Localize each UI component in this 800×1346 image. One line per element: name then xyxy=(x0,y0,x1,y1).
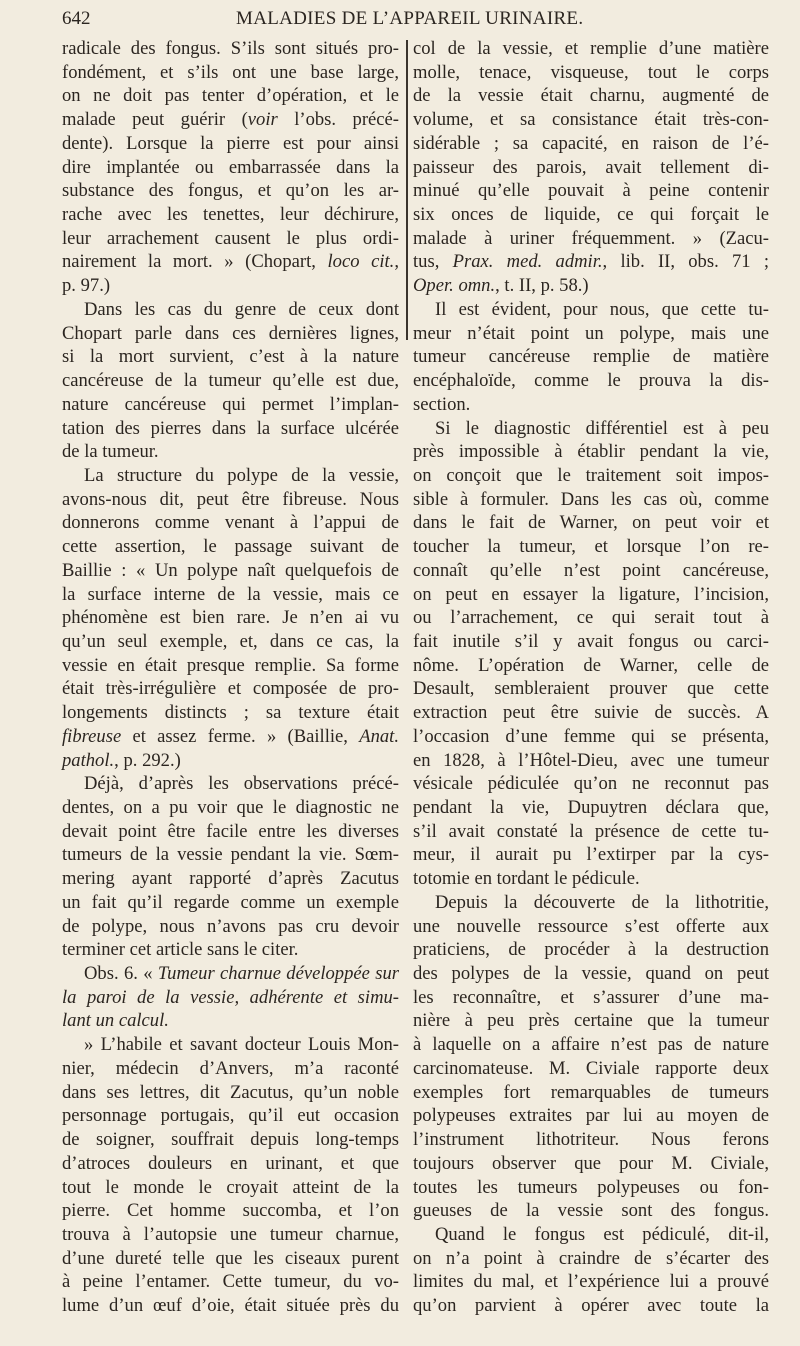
text-segment: tation des pierres dans la surface ulcérée xyxy=(62,417,399,439)
text-segment: nôme. L’opération de Warner, celle de xyxy=(413,654,769,676)
text-line xyxy=(62,1176,399,1200)
text-segment: de soigner, souffrait depuis long-temps xyxy=(62,1129,399,1151)
text-segment: l’instrument lithotriteur. Nous ferons xyxy=(413,1129,769,1151)
text-segment: tumeur cancéreuse remplie de matière xyxy=(413,346,769,368)
text-line xyxy=(62,227,399,251)
text-line xyxy=(413,1033,769,1057)
text-line xyxy=(62,1223,399,1247)
italic-text-segment: lant un calcul. xyxy=(62,1010,169,1032)
text-segment: encéphaloïde, comme le prouva la dis- xyxy=(413,370,769,392)
text-line xyxy=(62,369,399,393)
page-number: 642 xyxy=(62,8,91,29)
text-segment: s’il avait constaté la présence de cette tu- xyxy=(413,820,769,842)
text-segment: La structure du polype de la vessie, xyxy=(84,464,399,486)
text-line xyxy=(62,511,399,535)
text-segment: limites du mal, et l’expérience lui a prouvé xyxy=(413,1271,769,1293)
text-segment: d’une dureté telle que les ciseaux purent xyxy=(62,1247,399,1269)
text-segment: Baillie : « Un polype naît quelquefois de xyxy=(62,559,399,581)
text-line xyxy=(62,986,399,1010)
text-line xyxy=(62,677,399,701)
text-segment: Desault, sembleraient prouver que cette xyxy=(413,678,769,700)
text-line xyxy=(413,108,769,132)
text-segment: , xyxy=(394,251,399,273)
text-segment: dans ses lettres, dit Zacutus, qu’un noble xyxy=(62,1081,399,1103)
text-segment: dire implantée ou embarrassée dans la xyxy=(62,156,399,178)
text-line xyxy=(62,132,399,156)
text-line xyxy=(413,156,769,180)
text-line xyxy=(62,322,399,346)
text-line xyxy=(413,1081,769,1105)
text-line xyxy=(413,938,769,962)
text-line xyxy=(413,179,769,203)
text-segment: p. 97.) xyxy=(62,275,111,297)
italic-text-segment: Prax. med. admir. xyxy=(452,251,603,273)
text-segment: minué qu’elle pouvait à peine contenir xyxy=(413,180,769,202)
text-line xyxy=(413,962,769,986)
text-segment: nière à peu près certaine que la tumeur xyxy=(413,1010,769,1032)
italic-text-segment: pathol. xyxy=(62,749,115,771)
text-line xyxy=(413,1128,769,1152)
text-segment: connaît qu’elle n’est point cancéreuse, xyxy=(413,559,769,581)
text-segment: nature cancéreuse qui permet l’implan- xyxy=(62,393,399,415)
text-line xyxy=(413,725,769,749)
text-segment: on peut en essayer la ligature, l’incision, xyxy=(413,583,769,605)
text-segment: rache avec les tenettes, leur déchirure, xyxy=(62,204,399,226)
text-line xyxy=(413,298,769,322)
text-segment: on ne doit pas tenter d’opération, et le xyxy=(62,85,399,107)
text-line xyxy=(413,61,769,85)
text-line xyxy=(413,84,769,108)
text-line xyxy=(413,1223,769,1247)
text-segment: paisseur des parois, avait tellement di- xyxy=(413,156,769,178)
text-line xyxy=(413,322,769,346)
text-segment: meur n’était point un polype, mais une xyxy=(413,322,769,344)
text-line xyxy=(62,108,399,132)
text-segment: malade à uriner fréquemment. » (Zacu- xyxy=(413,227,769,249)
text-segment: volume, et sa consistance était très-con- xyxy=(413,109,769,131)
text-line xyxy=(413,440,769,464)
text-segment: et assez ferme. » (Baillie, xyxy=(121,725,360,747)
text-line xyxy=(62,203,399,227)
text-line xyxy=(62,1294,399,1318)
text-segment: molle, tenace, visqueuse, tout le corps xyxy=(413,61,769,83)
text-line xyxy=(413,677,769,701)
text-segment: des polypes de la vessie, quand on peut xyxy=(413,963,769,985)
text-line xyxy=(62,891,399,915)
text-segment: , p. 292.) xyxy=(114,749,181,771)
text-line xyxy=(413,345,769,369)
text-segment: on n’a point à craindre de s’écarter des xyxy=(413,1247,769,1269)
text-segment: trouva à l’autopsie une tumeur charnue, xyxy=(62,1223,399,1245)
text-segment: pendant la vie, Dupuytren déclara que, xyxy=(413,797,769,818)
text-line xyxy=(413,37,769,61)
text-segment: donnerons comme venant à l’appui de xyxy=(62,512,399,534)
text-segment: lume d’un œuf d’oie, était située près du xyxy=(62,1295,399,1317)
text-line xyxy=(62,61,399,85)
text-segment: Quand le fongus est pédiculé, dit-il, xyxy=(435,1223,769,1245)
text-line xyxy=(413,1104,769,1128)
text-line xyxy=(62,1152,399,1176)
text-segment: » L’habile et savant docteur Louis Mon- xyxy=(84,1034,399,1056)
text-line xyxy=(413,1247,769,1271)
text-line xyxy=(62,1270,399,1294)
text-segment: tumeurs de la vessie pendant la vie. Sœm- xyxy=(62,844,399,866)
text-line xyxy=(413,132,769,156)
text-segment: on conçoit que le traitement soit impos- xyxy=(413,464,769,486)
text-segment: à peine l’entamer. Cette tumeur, du vo- xyxy=(62,1271,399,1293)
italic-text-segment: voir xyxy=(247,109,278,131)
text-line xyxy=(62,179,399,203)
text-segment: exemples fort remarquables de tumeurs xyxy=(413,1081,769,1103)
text-segment: vessie en était presque remplie. Sa forme xyxy=(62,654,399,676)
text-segment: dentes, on a pu voir que le diagnostic ne xyxy=(62,797,399,818)
text-segment: Obs. 6. « xyxy=(84,963,158,985)
text-segment: col de la vessie, et remplie d’une matière xyxy=(413,38,769,59)
left-column xyxy=(62,37,399,1318)
text-segment: l’occasion d’une femme qui se présenta, xyxy=(413,725,769,747)
text-segment: phénomène est bien rare. Je n’en ai vu xyxy=(62,607,399,629)
text-line xyxy=(413,654,769,678)
text-line xyxy=(62,298,399,322)
text-segment: , t. II, p. 58.) xyxy=(495,275,589,297)
text-segment: une nouvelle ressource s’est offerte aux xyxy=(413,915,769,937)
text-segment: qu’un seul exemple, et, dans ce cas, la xyxy=(62,630,399,652)
right-column xyxy=(413,37,769,1318)
text-segment: de polype, nous n’avons pas cru devoir xyxy=(62,915,399,937)
text-line xyxy=(62,535,399,559)
italic-text-segment: Oper. omn. xyxy=(413,275,496,297)
italic-text-segment: Tumeur charnue développée sur xyxy=(157,963,399,985)
text-line xyxy=(62,1199,399,1223)
text-line xyxy=(413,274,769,298)
text-line xyxy=(62,417,399,441)
text-segment: cancéreuse de la tumeur qu’elle est due, xyxy=(62,370,399,392)
text-segment: totomie en tordant le pédicule. xyxy=(413,868,640,890)
text-line xyxy=(62,962,399,986)
text-line xyxy=(62,559,399,583)
text-segment: praticiens, de procéder à la destruction xyxy=(413,939,769,961)
text-segment: section. xyxy=(413,393,471,415)
text-segment: tout le monde le croyait atteint de la xyxy=(62,1176,399,1198)
text-segment: de la vessie était charnu, augmenté de xyxy=(413,85,769,107)
text-line xyxy=(413,488,769,512)
text-segment: toutes les tumeurs polypeuses ou fon- xyxy=(413,1176,769,1198)
text-line xyxy=(62,772,399,796)
text-line xyxy=(413,203,769,227)
text-segment: vésicale pédiculée qu’on ne reconnut pas xyxy=(413,773,769,795)
text-segment: si la mort survient, c’est à la nature xyxy=(62,346,399,368)
text-line xyxy=(62,606,399,630)
text-segment: à laquelle on a affaire n’est pas de nature xyxy=(413,1034,769,1056)
text-segment: fait inutile s’il y avait fongus ou carci- xyxy=(413,630,769,652)
text-line xyxy=(62,725,399,749)
italic-text-segment: la paroi de la vessie, adhérente et simu- xyxy=(62,986,399,1008)
text-segment: devait point être facile entre les diverses xyxy=(62,820,399,842)
text-segment: Chopart parle dans ces dernières lignes, xyxy=(62,322,399,344)
text-segment: la surface interne de la vessie, mais ce xyxy=(62,583,399,605)
text-line xyxy=(62,938,399,962)
text-line xyxy=(62,630,399,654)
text-line xyxy=(413,583,769,607)
text-segment: substance des fongus, et qu’on les ar- xyxy=(62,180,399,202)
text-segment: en 1828, à l’Hôtel-Dieu, avec une tumeur xyxy=(413,749,769,771)
italic-text-segment: Anat. xyxy=(359,725,399,747)
text-segment: cette assertion, le passage suivant de xyxy=(62,536,399,558)
text-line xyxy=(413,250,769,274)
text-line xyxy=(62,1057,399,1081)
text-line xyxy=(62,915,399,939)
text-line xyxy=(62,701,399,725)
italic-text-segment: fibreuse xyxy=(62,725,122,747)
text-line xyxy=(413,1199,769,1223)
text-segment: ou l’arrachement, ce qui serait tout à xyxy=(413,607,769,629)
text-segment: de la tumeur. xyxy=(62,441,159,463)
text-segment: carcinomateuse. M. Civiale rapporte deux xyxy=(413,1057,769,1079)
text-segment: avons-nous dit, peut être fibreuse. Nous xyxy=(62,488,399,510)
text-segment: Si le diagnostic différentiel est à peu xyxy=(435,417,769,439)
italic-text-segment: loco cit. xyxy=(327,251,395,273)
text-line xyxy=(62,1009,399,1033)
text-line xyxy=(413,464,769,488)
text-line xyxy=(62,1033,399,1057)
text-segment: Déjà, d’après les observations précé- xyxy=(84,773,399,795)
text-segment: tus, xyxy=(413,251,453,273)
text-line xyxy=(413,1009,769,1033)
text-segment: dans le fait de Warner, on peut voir et xyxy=(413,512,769,534)
text-line xyxy=(62,1104,399,1128)
text-line xyxy=(413,369,769,393)
text-line xyxy=(413,393,769,417)
text-segment: mering ayant rapporté d’après Zacutus xyxy=(62,868,399,890)
text-segment: Il est évident, pour nous, que cette tu- xyxy=(435,298,769,320)
text-segment: six onces de liquide, ce qui forçait le xyxy=(413,204,769,226)
column-rule xyxy=(406,40,408,340)
running-title: MALADIES DE L’APPAREIL URINAIRE. xyxy=(236,8,584,29)
text-line xyxy=(62,1247,399,1271)
text-line xyxy=(413,986,769,1010)
text-segment: radicale des fongus. S’ils sont situés pro- xyxy=(62,38,399,59)
text-segment: Depuis la découverte de la lithotritie, xyxy=(435,891,769,913)
text-segment: gueuses de la vessie sont des fongus. xyxy=(413,1200,769,1222)
text-line xyxy=(62,156,399,180)
text-line xyxy=(413,1152,769,1176)
text-segment: nier, médecin d’Anvers, m’a raconté xyxy=(62,1057,399,1079)
text-segment: nairement la mort. » (Chopart, xyxy=(62,251,328,273)
text-line xyxy=(413,820,769,844)
text-segment: meur, il aurait pu l’extirper par la cys- xyxy=(413,844,769,866)
text-line xyxy=(413,630,769,654)
text-segment: pierre. Cet homme succomba, et l’on xyxy=(62,1200,399,1222)
text-segment: terminer cet article sans le citer. xyxy=(62,939,299,961)
text-segment: polypeuses extraites par lui au moyen de xyxy=(413,1105,769,1127)
text-segment: Dans les cas du genre de ceux dont xyxy=(84,298,399,320)
text-line xyxy=(413,559,769,583)
text-line xyxy=(413,867,769,891)
text-line xyxy=(413,1176,769,1200)
text-segment: près impossible à établir pendant la vie, xyxy=(413,441,769,463)
text-line xyxy=(62,1081,399,1105)
text-segment: , lib. II, obs. 71 ; xyxy=(602,251,769,273)
text-line xyxy=(413,749,769,773)
text-line xyxy=(413,1057,769,1081)
text-line xyxy=(413,796,769,820)
text-line xyxy=(62,37,399,61)
text-line xyxy=(413,843,769,867)
text-line xyxy=(413,915,769,939)
text-segment: l’obs. précé- xyxy=(277,109,399,131)
text-line xyxy=(62,440,399,464)
text-line xyxy=(62,654,399,678)
text-segment: fondément, et s’ils ont une base large, xyxy=(62,61,399,83)
text-segment: leur arrachement causent le plus ordi- xyxy=(62,227,399,249)
text-line xyxy=(62,820,399,844)
text-line xyxy=(62,867,399,891)
text-line xyxy=(62,583,399,607)
text-segment: longements distincts ; sa texture était xyxy=(62,702,399,724)
text-line xyxy=(62,488,399,512)
text-line xyxy=(413,227,769,251)
text-segment: un fait qu’il regarde comme un exemple xyxy=(62,891,399,913)
text-segment: toujours observer que pour M. Civiale, xyxy=(413,1152,769,1174)
text-segment: sidérable ; sa capacité, en raison de l’é- xyxy=(413,132,769,154)
text-line xyxy=(62,250,399,274)
text-line xyxy=(62,274,399,298)
text-line xyxy=(413,772,769,796)
text-segment: qu’on parvient à opérer avec toute la xyxy=(413,1295,769,1317)
text-line xyxy=(62,393,399,417)
text-line xyxy=(413,535,769,559)
text-line xyxy=(413,606,769,630)
text-line xyxy=(413,891,769,915)
text-line xyxy=(413,701,769,725)
text-segment: dente). Lorsque la pierre est pour ainsi xyxy=(62,132,399,154)
text-segment: personnage portugais, qu’il eut occasion xyxy=(62,1105,399,1127)
text-segment: toucher la tumeur, et lorsque l’on re- xyxy=(413,536,769,558)
text-line xyxy=(413,1294,769,1318)
text-line xyxy=(62,345,399,369)
text-line xyxy=(62,464,399,488)
text-line xyxy=(413,417,769,441)
text-line xyxy=(413,1270,769,1294)
text-segment: d’atroces douleurs en urinant, et que xyxy=(62,1152,399,1174)
text-line xyxy=(62,749,399,773)
text-segment: les reconnaître, et s’assurer d’une ma- xyxy=(413,986,769,1008)
text-line xyxy=(62,84,399,108)
text-segment: malade peut guérir ( xyxy=(62,109,248,131)
text-segment: sible à formuler. Dans les cas où, comme xyxy=(413,488,769,510)
text-line xyxy=(62,1128,399,1152)
text-line xyxy=(62,796,399,820)
text-line xyxy=(62,843,399,867)
text-segment: extraction peut être suivie de succès. A xyxy=(413,702,769,724)
text-segment: était très-irrégulière et composée de pro- xyxy=(62,678,399,700)
text-line xyxy=(413,511,769,535)
